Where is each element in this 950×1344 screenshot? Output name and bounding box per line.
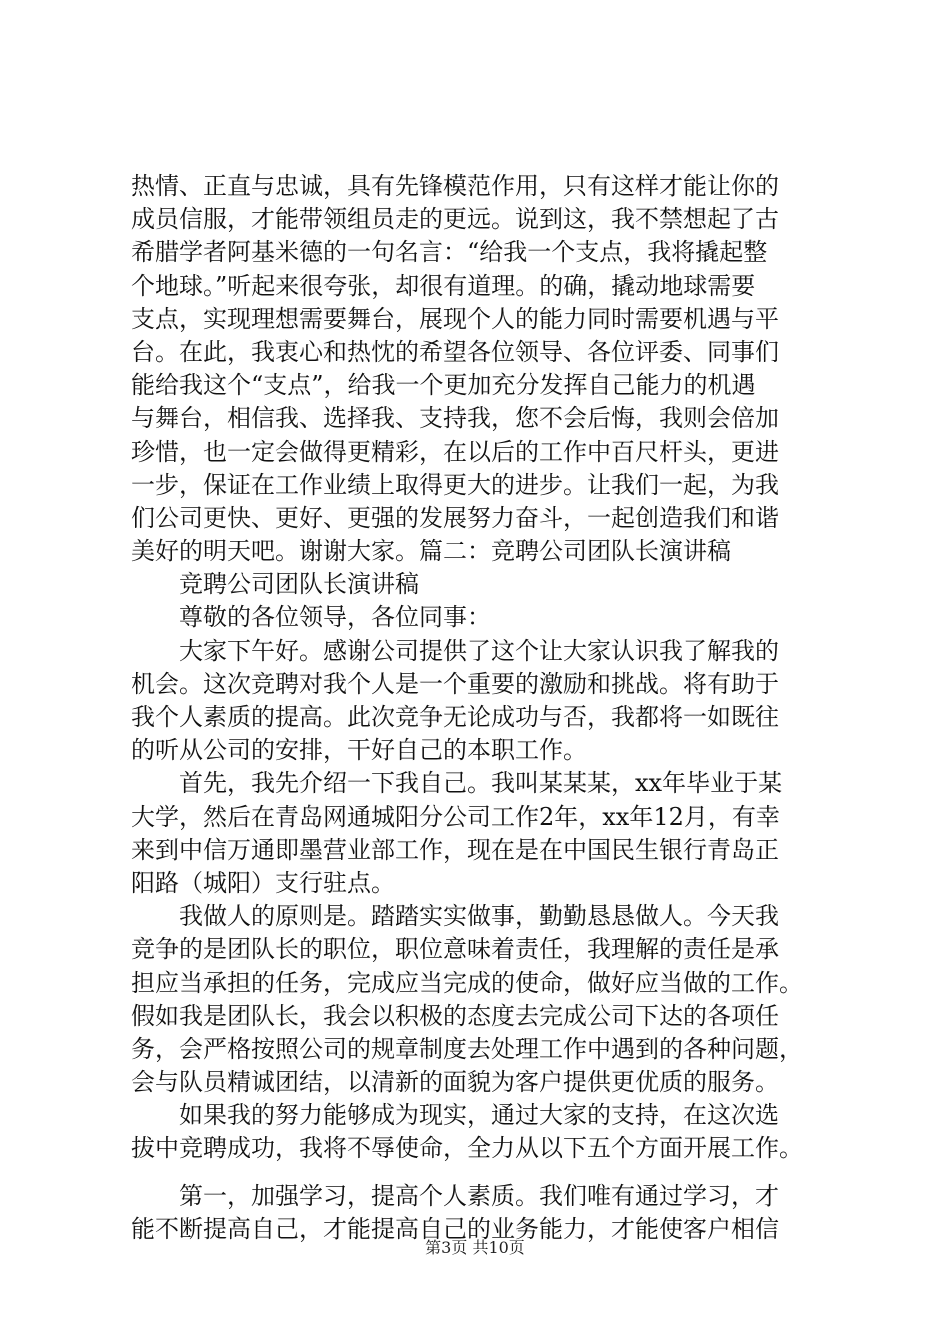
text-line: 与舞台，相信我、选择我、支持我，您不会后悔，我则会倍加	[131, 404, 779, 433]
text-line: 来到中信万通即墨营业部工作，现在是在中国民生银行青岛正	[131, 835, 779, 864]
text-line: 竞争的是团队长的职位，职位意味着责任，我理解的责任是承	[131, 935, 779, 964]
text-line: 们公司更快、更好、更强的发展努力奋斗，一起创造我们和谐	[131, 503, 779, 532]
text-line: 希腊学者阿基米德的一句名言：“给我一个支点，我将撬起整	[131, 238, 768, 267]
paragraph-gap	[131, 1166, 831, 1180]
page-footer	[0, 1238, 950, 1258]
text-line: 成员信服，才能带领组员走的更远。说到这，我不禁想起了古	[131, 205, 779, 234]
text-line: 能给我这个“支点”，给我一个更加充分发挥自己能力的机遇	[131, 371, 756, 400]
text-line: 担应当承担的任务，完成应当完成的使命，做好应当做的工作。	[131, 968, 803, 997]
text-line: 大学，然后在青岛网通城阳分公司工作2年，xx年12月，有幸	[131, 802, 780, 831]
text-line: 务，会严格按照公司的规章制度去处理工作中遇到的各种问题，	[131, 1034, 803, 1063]
paragraph-start: 我做人的原则是。踏踏实实做事，勤勤恳恳做人。今天我	[179, 902, 779, 931]
text-line: 会与队员精诚团结，以清新的面貌为客户提供更优质的服务。	[131, 1068, 779, 1097]
text-line: 我个人素质的提高。此次竞争无论成功与否，我都将一如既往	[131, 703, 779, 731]
paragraph-start: 第一，加强学习，提高个人素质。我们唯有通过学习，才	[179, 1181, 779, 1210]
text-line: 个地球。”听起来很夸张，却很有道理。的确，撬动地球需要	[131, 271, 756, 300]
text-line: 阳路（城阳）支行驻点。	[131, 868, 395, 897]
salutation: 尊敬的各位领导，各位同事：	[179, 603, 491, 632]
text-line: 能不断提高自己，才能提高自己的业务能力，才能使客户相信	[131, 1214, 779, 1243]
document-body	[131, 170, 831, 1246]
text-line: 拔中竞聘成功，我将不辱使命，全力从以下五个方面开展工作。	[131, 1134, 803, 1163]
text-line: 台。在此，我衷心和热忱的希望各位领导、各位评委、同事们	[131, 337, 779, 366]
text-line: 珍惜，也一定会做得更精彩，在以后的工作中百尺杆头，更进	[131, 437, 779, 466]
text-line: 一步，保证在工作业绩上取得更大的进步。让我们一起，为我	[131, 470, 779, 499]
paragraph-start: 大家下午好。感谢公司提供了这个让大家认识我了解我的	[179, 636, 779, 665]
text-line: 美好的明天吧。谢谢大家。篇二：竞聘公司团队长演讲稿	[131, 537, 731, 566]
paragraph-start: 如果我的努力能够成为现实，通过大家的支持，在这次选	[179, 1101, 779, 1130]
text-line: 的听从公司的安排，干好自己的本职工作。	[131, 736, 587, 765]
page-number-label: 第3页 共10页	[425, 1238, 525, 1257]
paragraph-start: 首先，我先介绍一下我自己。我叫某某某，xx年毕业于某	[179, 769, 783, 798]
text-line: 支点，实现理想需要舞台，展现个人的能力同时需要机遇与平	[131, 304, 779, 333]
text-line: 机会。这次竞聘对我个人是一个重要的激励和挑战。将有助于	[131, 669, 779, 698]
text-line: 热情、正直与忠诚，具有先锋模范作用，只有这样才能让你的	[131, 172, 779, 200]
section-title: 竞聘公司团队长演讲稿	[179, 570, 419, 599]
text-line: 假如我是团队长，我会以积极的态度去完成公司下达的各项任	[131, 1001, 779, 1030]
